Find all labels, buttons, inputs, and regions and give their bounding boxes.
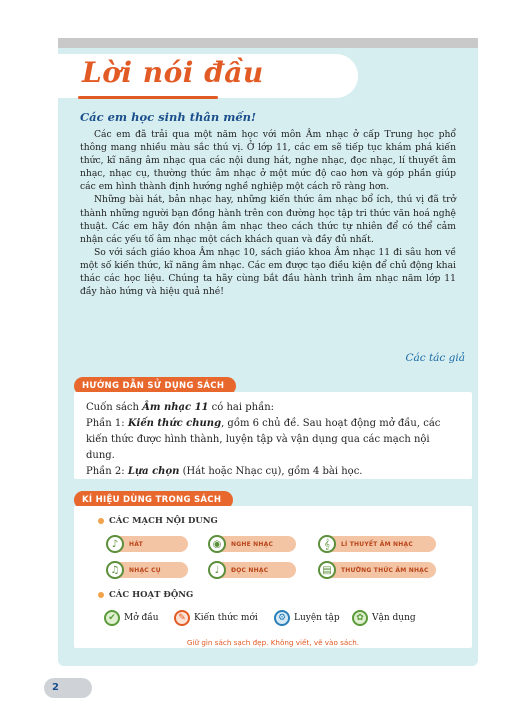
page-number: 2 xyxy=(44,678,92,698)
legend-item-li-thuyet xyxy=(320,536,436,552)
intro-paragraph: Những bài hát, bản nhạc hay, những kiến thức âm nhạc bổ ích, thú vị đã trở thành những người bạn đồng hành trên con đường học tập tri thức văn hoá nghệ thuật. Các em hãy đón nhận âm nhạc theo cách thức tự nhiên để có thể cảm nhận các yếu tố âm nhạc một cách khách quan và đầy đủ nhất. xyxy=(80,194,456,245)
guide-line-1 xyxy=(86,400,460,416)
greeting: Các em học sinh thân mến! xyxy=(80,110,257,124)
instrument-icon: ♫ xyxy=(106,561,124,579)
care-note: Giữ gìn sách sạch đẹp. Không viết, vẽ vào sách. xyxy=(186,638,360,647)
part-name: Lựa chọn xyxy=(127,466,180,477)
legend-label: NHẠC CỤ xyxy=(129,566,161,574)
legend-item-nhac-cu xyxy=(108,562,188,578)
guide-text: Cuốn sách xyxy=(86,402,143,413)
guide-text: (Hát hoặc Nhạc cụ), gồm 4 bài học. xyxy=(179,466,363,477)
legend-item-nghe-nhac xyxy=(210,536,296,552)
guide-part-2 xyxy=(86,464,460,480)
apply-icon: ✿ xyxy=(352,610,368,626)
headphones-icon: ◉ xyxy=(208,535,226,553)
practice-icon: ⚙ xyxy=(274,610,290,626)
legend-item-hat xyxy=(108,536,188,552)
new-knowledge-icon: ✎ xyxy=(174,610,190,626)
activity-kien-thuc-moi xyxy=(174,610,258,626)
bullet-icon xyxy=(98,592,104,598)
guide-text: , gồm 6 chủ đề. Sau hoạt động mở đầu, các kiến thức được hình thành, luyện tập và vận dụng qua các mạch nội dung. xyxy=(86,418,441,461)
bullet-icon xyxy=(98,518,104,524)
book-icon: ▤ xyxy=(318,561,336,579)
content-heading xyxy=(98,516,218,526)
activity-luyen-tap xyxy=(274,610,340,626)
top-strip xyxy=(58,38,478,48)
legend-box xyxy=(74,506,472,648)
activity-label: Kiến thức mới xyxy=(194,613,258,623)
part-name: Kiến thức chung xyxy=(127,418,222,429)
legend-item-doc-nhac xyxy=(210,562,296,578)
legend-label: HÁT xyxy=(129,540,143,548)
legend-label: NGHE NHẠC xyxy=(231,540,274,548)
activity-mo-dau xyxy=(104,610,159,626)
sheet-music-icon: ♩ xyxy=(208,561,226,579)
guide-text: có hai phần: xyxy=(208,402,275,413)
guide-text: Phần 2: xyxy=(86,466,128,477)
guide-section-tab: HƯỚNG DẪN SỬ DỤNG SÁCH xyxy=(74,377,236,395)
legend-label: LÍ THUYẾT ÂM NHẠC xyxy=(341,540,413,548)
intro-paragraph: So với sách giáo khoa Âm nhạc 10, sách giáo khoa Âm nhạc 11 đi sâu hơn về một số kiến thức, kĩ năng âm nhạc. Các em được tạo điều kiện để chủ động khai thác các học liệu. Chúng ta hãy cùng bắt đầu hành trình âm nhạc năm lớp 11 đầy hào hứng và hiệu quả nhé! xyxy=(80,246,456,298)
guide-text: Phần 1: xyxy=(86,418,128,429)
legend-label: ĐỌC NHẠC xyxy=(231,566,269,574)
music-theory-icon: 𝄞 xyxy=(318,535,336,553)
book-title: Âm nhạc 11 xyxy=(142,402,209,413)
signature: Các tác giả xyxy=(405,352,465,364)
legend-item-thuong-thuc xyxy=(320,562,436,578)
microphone-icon: ♪ xyxy=(106,535,124,553)
activity-van-dung xyxy=(352,610,416,626)
activity-label: Mở đầu xyxy=(124,613,159,623)
guide-box xyxy=(74,392,472,479)
legend-label: THƯỜNG THỨC ÂM NHẠC xyxy=(341,566,429,574)
activity-heading xyxy=(98,590,193,600)
activity-heading-text: CÁC HOẠT ĐỘNG xyxy=(109,590,194,600)
activity-label: Luyện tập xyxy=(294,613,340,623)
start-icon: ✔ xyxy=(104,610,120,626)
intro-paragraph: Các em đã trải qua một năm học với môn Âm nhạc ở cấp Trung học phổ thông mang nhiều màu sắc thú vị. Ở lớp 11, các em sẽ tiếp tục khám phá kiến thức, kĩ năng âm nhạc qua các nội dung hát, nghe nhạc, đọc nhạc, lí thuyết âm nhạc, nhạc cụ, thường thức âm nhạc ở một mức độ cao hơn và góp phần giúp các em hình thành định hướng nghề nghiệp một cách rõ ràng hơn. xyxy=(80,129,456,193)
activity-label: Vận dụng xyxy=(372,613,416,623)
title-underline xyxy=(78,96,218,99)
page-title: Lời nói đầu xyxy=(82,56,264,89)
legend-section-tab: KÍ HIỆU DÙNG TRONG SÁCH xyxy=(74,491,233,509)
guide-part-1 xyxy=(86,416,460,464)
intro-text xyxy=(80,128,456,298)
content-heading-text: CÁC MẠCH NỘI DUNG xyxy=(109,516,218,526)
